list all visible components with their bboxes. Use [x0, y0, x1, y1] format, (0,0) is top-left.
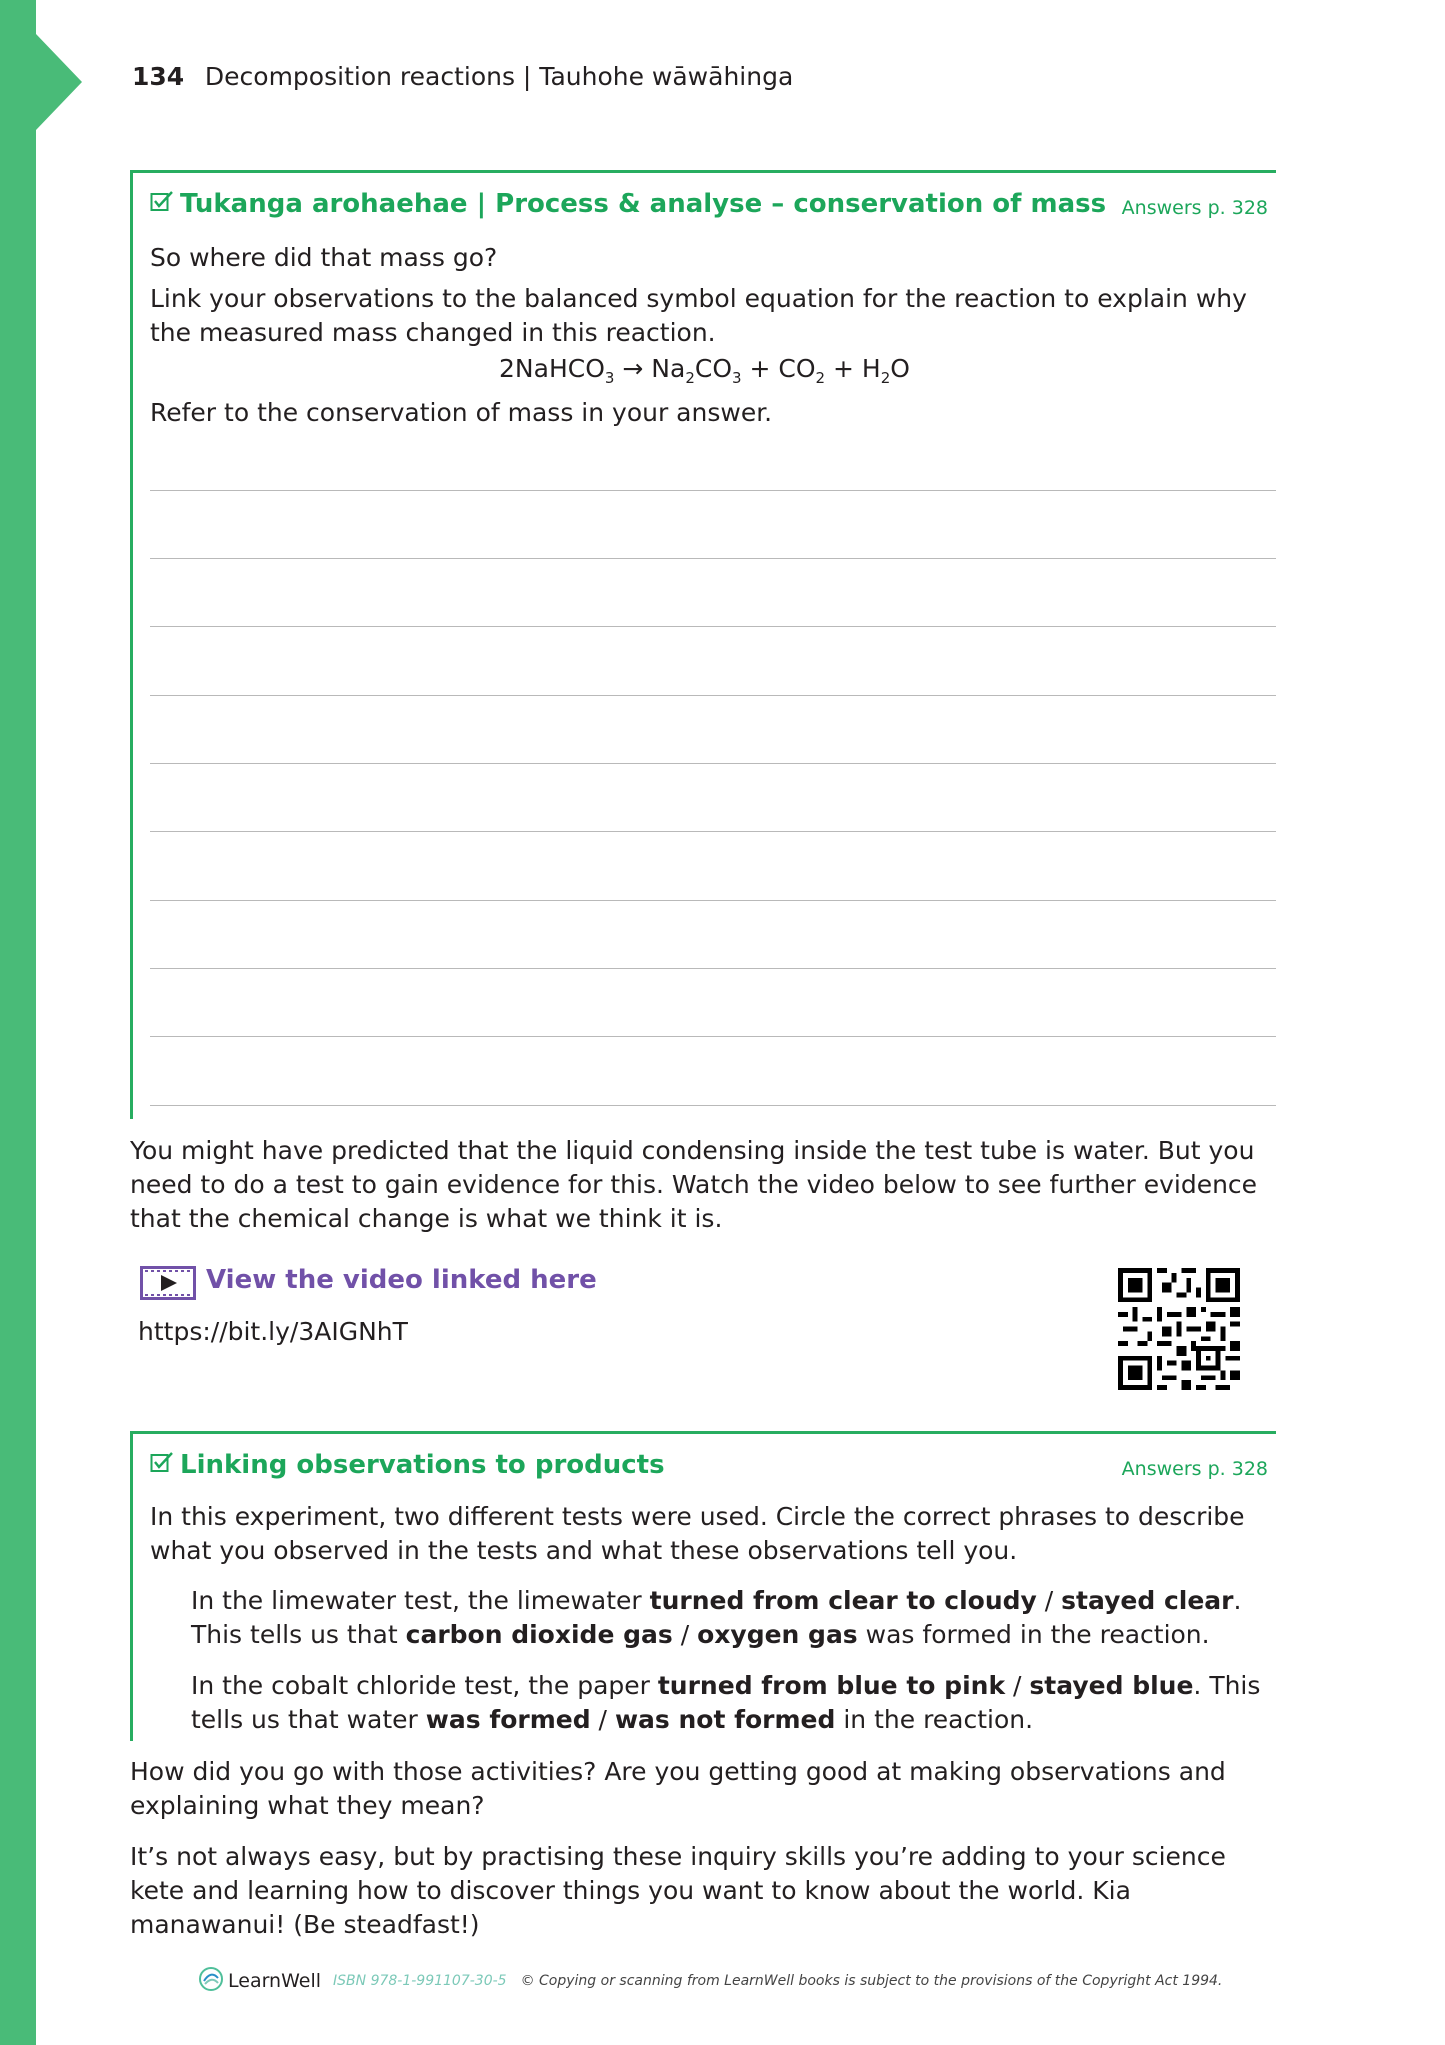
page-footer [198, 1966, 1222, 1996]
choice-stayed-blue[interactable]: stayed blue [1029, 1671, 1194, 1700]
answer-line[interactable] [150, 900, 1276, 901]
chemical-equation: 2NaHCO$_3$ → $Na_2CO_3 + CO_2 + H_2O$ [499, 354, 910, 387]
closing-paragraph-1: How did you go with those activities? Are you getting good at making observations and explaining what they mean? [130, 1757, 1226, 1820]
answer-line[interactable] [150, 490, 1276, 491]
answer-line[interactable] [150, 1105, 1276, 1106]
question-1: So where did that mass go? [150, 243, 498, 272]
activity-intro: In this experiment, two different tests were used. Circle the correct phrases to describe what you observed in the tests and what these observations tell you. [150, 1502, 1245, 1565]
video-url[interactable]: https://bit.ly/3AIGNhT [138, 1317, 408, 1346]
answer-line[interactable] [150, 626, 1276, 627]
closing-paragraph-2: It’s not always easy, but by practising these inquiry skills you’re adding to your science kete and learning how to discover things you want to know about the world. Kia manawanui! (Be steadfast!) [130, 1842, 1226, 1939]
answer-line[interactable] [150, 831, 1276, 832]
copyright-notice: © Copying or scanning from LearnWell books is subject to the provisions of the Copyright Act 1994. [520, 1973, 1223, 1989]
page-tab-marker [36, 34, 82, 130]
activity-title-text: Linking observations to products [180, 1450, 665, 1480]
page-header [132, 62, 793, 91]
choice-oxygen[interactable]: oxygen gas [697, 1620, 858, 1649]
choice-blue-to-pink[interactable]: turned from blue to pink [657, 1671, 1006, 1700]
choice-cloudy[interactable]: turned from clear to cloudy [649, 1586, 1037, 1615]
learnwell-logo-icon [198, 1966, 224, 1996]
answer-line[interactable] [150, 968, 1276, 969]
limewater-statement: In the limewater test, the limewater turned from clear to cloudy / stayed clear. This tells us that carbon dioxide gas / oxygen gas was formed in the reaction. [191, 1586, 1242, 1649]
choice-carbon-dioxide[interactable]: carbon dioxide gas [405, 1620, 673, 1649]
question-3: Refer to the conservation of mass in your answer. [150, 398, 773, 427]
answer-line[interactable] [150, 763, 1276, 764]
checkmark-icon [150, 1450, 174, 1480]
video-link[interactable]: View the video linked here [206, 1265, 597, 1295]
page-sidebar [0, 0, 36, 2045]
answers-reference: Answers p. 328 [1121, 197, 1268, 219]
answer-line[interactable] [150, 1036, 1276, 1037]
question-2: Link your observations to the balanced symbol equation for the reaction to explain why the measured mass changed in this reaction. [150, 284, 1247, 347]
chapter-title: Decomposition reactions | Tauhohe wāwāhinga [204, 62, 794, 91]
answer-line[interactable] [150, 558, 1276, 559]
activity-linking-observations [130, 1431, 1276, 1741]
choice-was-formed[interactable]: was formed [425, 1705, 591, 1734]
answer-line[interactable] [150, 695, 1276, 696]
choice-clear[interactable]: stayed clear [1061, 1586, 1234, 1615]
isbn: ISBN 978-1-991107-30-5 [333, 1973, 507, 1989]
answers-reference: Answers p. 328 [1121, 1458, 1268, 1480]
activity-title [150, 1450, 665, 1480]
choice-was-not-formed[interactable]: was not formed [614, 1705, 836, 1734]
checkmark-icon [150, 189, 174, 219]
video-icon[interactable] [140, 1266, 196, 1300]
activity-title-text: Tukanga arohaehae | Process & analyse – conservation of mass [180, 189, 1107, 219]
qr-code-icon[interactable] [1118, 1268, 1240, 1390]
brand-name: LearnWell [228, 1970, 322, 1992]
activity-conservation-of-mass [130, 170, 1276, 1119]
page-number: 134 [132, 62, 185, 91]
activity-title [150, 189, 1106, 219]
cobalt-chloride-statement: In the cobalt chloride test, the paper turned from blue to pink / stayed blue. This tells us that water was formed / was not formed in the reaction. [191, 1671, 1261, 1734]
body-paragraph: You might have predicted that the liquid condensing inside the test tube is water. But you need to do a test to gain evidence for this. Watch the video below to see further evidence that the chemical change is what we think it is. [130, 1136, 1258, 1233]
